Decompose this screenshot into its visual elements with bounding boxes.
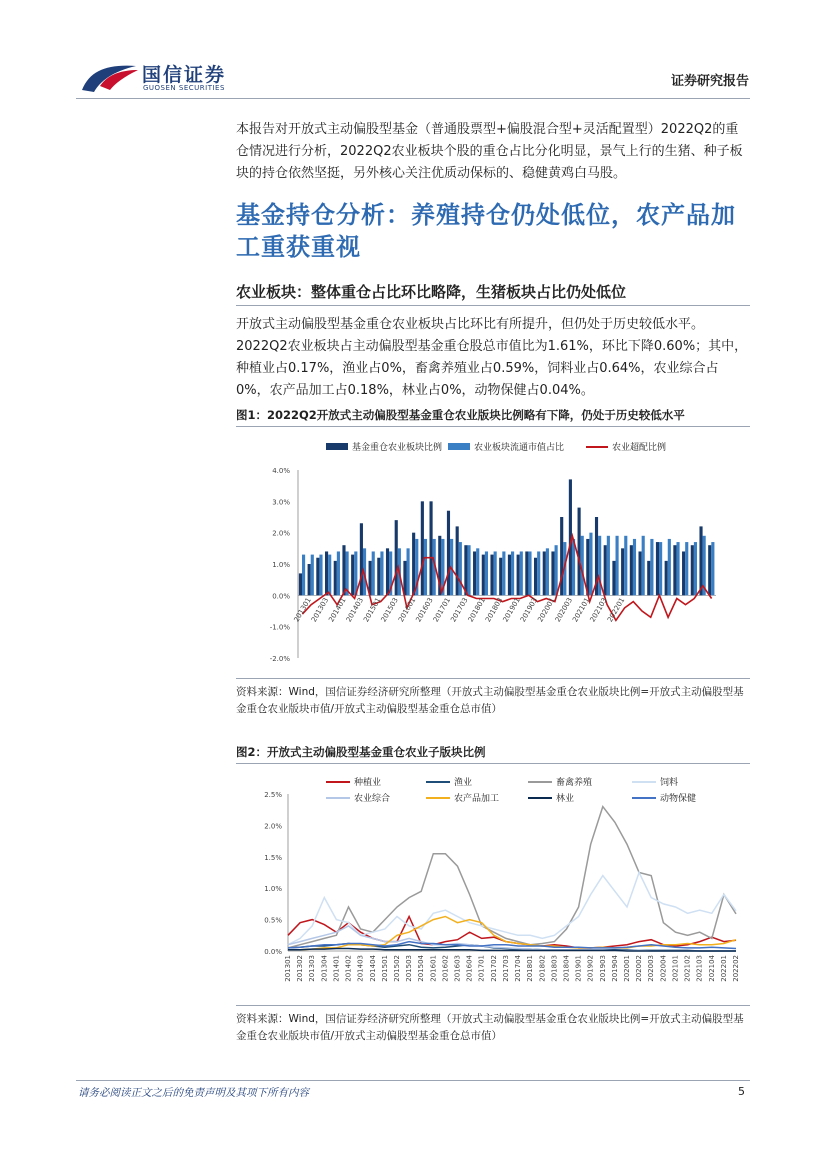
bar-fund-18 [456, 526, 459, 595]
x-tick-label: 201903 [518, 596, 540, 624]
x-tick-label: 202001 [536, 596, 557, 624]
bar-fund-36 [612, 561, 615, 595]
bar-market-27 [537, 551, 540, 595]
x-tick-label: 201803 [484, 596, 505, 624]
bar-fund-17 [447, 511, 450, 596]
x-tick-label: 202103 [588, 596, 609, 624]
footer-disclaimer: 请务必阅读正文之后的免责声明及其项下所有内容 [78, 1087, 309, 1099]
bar-fund-24 [508, 555, 511, 596]
fig1-caption: 图1：2022Q2开放式主动偏股型基金重仓农业版块比例略有下降，仍处于历史较低水平 [236, 408, 685, 422]
bar-fund-15 [429, 501, 432, 595]
bar-market-14 [424, 539, 427, 595]
x-tick-label: 201902 [586, 955, 595, 982]
bar-market-45 [694, 542, 697, 595]
header-divider [76, 98, 750, 99]
y-tick-label: 2.0% [264, 822, 282, 831]
y-tick-label: -2.0% [269, 655, 290, 663]
y-tick-label: 3.0% [272, 498, 290, 507]
bar-fund-20 [473, 551, 476, 595]
bar-market-31 [572, 539, 575, 595]
legend-label-1: 渔业 [454, 778, 473, 788]
x-tick-label: 201702 [489, 955, 498, 982]
bar-fund-11 [395, 520, 398, 595]
y-tick-label: 0.0% [264, 948, 282, 956]
legend-label-5: 农产品加工 [454, 794, 500, 804]
x-tick-label: 201602 [441, 955, 450, 982]
bar-fund-37 [621, 548, 624, 595]
bar-market-4 [337, 551, 340, 595]
legend-swatch-1 [448, 443, 470, 450]
brand-name-cn: 国信证券 [142, 64, 227, 86]
x-tick-label: 201304 [320, 955, 329, 982]
bar-market-3 [328, 555, 331, 596]
x-tick-label: 201504 [417, 955, 426, 982]
legend-label-3: 饲料 [660, 778, 679, 788]
fig1-chart [236, 432, 750, 672]
bar-market-22 [494, 551, 497, 595]
bar-market-1 [311, 555, 314, 596]
series-line-3 [288, 873, 736, 945]
bar-fund-26 [525, 551, 528, 595]
x-tick-label: 201804 [562, 955, 571, 982]
x-tick-label: 201503 [405, 955, 414, 982]
bar-fund-46 [699, 526, 702, 595]
bar-fund-10 [386, 548, 389, 595]
series-line-2 [288, 807, 736, 948]
x-tick-label: 201303 [309, 596, 331, 624]
bar-fund-22 [490, 555, 493, 596]
bar-fund-41 [656, 542, 659, 595]
legend-label-6: 林业 [556, 794, 575, 804]
x-tick-label: 201301 [292, 596, 313, 624]
bar-market-29 [555, 545, 558, 595]
footer-divider [76, 1080, 750, 1081]
y-tick-label: 1.0% [264, 885, 282, 894]
sub-title-divider [236, 305, 750, 306]
bar-market-36 [616, 536, 619, 596]
x-tick-label: 201601 [429, 955, 438, 982]
intro-paragraph: 本报告对开放式主动偏股型基金（普通股票型+偏股混合型+灵活配置型）2022Q2的重仓情况进行分析，2022Q2农业板块个股的重仓占比分化明显，景气上行的生猪、种子板块的持仓依然坚挺，另外核心关注优质动保标的、稳健黄鸡白马股。 [236, 122, 743, 181]
bar-fund-2 [316, 558, 319, 596]
bar-fund-43 [673, 545, 676, 595]
x-tick-label: 202004 [659, 955, 668, 982]
x-tick-label: 202202 [732, 955, 740, 982]
x-tick-label: 201803 [550, 955, 559, 982]
y-tick-label: 1.0% [272, 561, 290, 569]
x-tick-label: 202002 [635, 955, 644, 982]
x-tick-label: 202201 [605, 596, 627, 624]
fig2-chart [236, 768, 750, 1003]
bar-market-41 [659, 542, 662, 595]
legend-label-7: 动物保健 [660, 794, 697, 804]
y-tick-label: 0.5% [264, 916, 282, 925]
bar-fund-25 [517, 555, 520, 596]
x-tick-label: 201603 [414, 596, 435, 624]
x-tick-label: 201703 [449, 596, 470, 624]
x-tick-label: 202001 [623, 955, 632, 982]
bar-market-28 [546, 548, 549, 595]
bar-market-21 [485, 551, 488, 595]
bar-fund-42 [665, 561, 668, 595]
x-tick-label: 201404 [368, 955, 377, 982]
legend-label-1: 农业板块流通市值占比 [474, 443, 565, 453]
x-tick-label: 201502 [392, 955, 401, 982]
bar-market-40 [650, 539, 653, 595]
x-tick-label: 201303 [308, 955, 317, 982]
x-tick-label: 201401 [332, 955, 341, 982]
x-tick-label: 201904 [610, 955, 619, 982]
x-tick-label: 201703 [501, 955, 510, 982]
x-tick-label: 201501 [380, 955, 389, 982]
bar-market-9 [380, 551, 383, 595]
y-tick-label: 1.5% [264, 853, 282, 862]
bar-fund-28 [543, 551, 546, 595]
bar-fund-29 [551, 551, 554, 595]
x-tick-label: 201701 [431, 596, 453, 624]
y-tick-label: 2.0% [272, 529, 290, 538]
legend-label-0: 种植业 [354, 778, 382, 788]
bar-fund-3 [325, 551, 328, 595]
x-tick-label: 201403 [356, 955, 365, 982]
x-tick-label: 202003 [553, 596, 575, 624]
legend-label-2: 畜禽养殖 [556, 778, 593, 788]
bar-fund-32 [578, 508, 581, 596]
bar-fund-0 [299, 573, 302, 595]
bar-fund-38 [630, 545, 633, 595]
bar-market-2 [319, 555, 322, 596]
bar-market-12 [407, 548, 410, 595]
bar-market-44 [685, 542, 688, 595]
x-tick-label: 201402 [344, 955, 353, 982]
bar-market-18 [459, 542, 462, 595]
x-tick-label: 202003 [647, 955, 656, 982]
brand-name-en: GUOSEN SECURITIES [143, 84, 225, 92]
bar-market-42 [668, 539, 671, 595]
bar-fund-5 [342, 545, 345, 595]
legend-label-2: 农业超配比例 [612, 443, 667, 453]
bar-fund-14 [421, 501, 424, 595]
legend-label-4: 农业综合 [354, 794, 391, 804]
bar-fund-45 [691, 545, 694, 595]
x-tick-label: 201401 [327, 596, 348, 624]
fig1-source: 资料来源：Wind，国信证券经济研究所整理（开放式主动偏股型基金重仓农业版块比例=开放式主动偏股型基金重仓农业版块市值/开放式主动偏股型基金重仓总市值） [236, 686, 744, 715]
bar-market-19 [467, 545, 470, 595]
body-paragraph: 开放式主动偏股型基金重仓农业板块占比环比有所提升，但仍处于历史较低水平。2022Q2农业板块占主动偏股型基金重仓股总市值比为1.61%，环比下降0.60%；其中，种植业占0.17%，渔业占0%，畜禽养殖业占0.59%，饲料业占0.64%，农业综合占0%，农产品加工占0.18%，林业占0%，动物保健占0.04%。 [236, 317, 748, 398]
y-tick-label: -1.0% [269, 623, 290, 632]
y-tick-label: 4.0% [272, 467, 290, 475]
bar-market-33 [589, 533, 592, 596]
fig1-caption-divider [236, 426, 750, 427]
bar-market-47 [711, 542, 714, 595]
bar-market-0 [302, 555, 305, 596]
x-tick-label: 202201 [719, 955, 728, 982]
bar-fund-21 [482, 555, 485, 596]
bar-market-26 [528, 551, 531, 595]
x-tick-label: 201903 [598, 955, 607, 982]
bar-fund-40 [647, 561, 650, 595]
x-tick-label: 201603 [453, 955, 462, 982]
x-tick-label: 201801 [526, 955, 535, 982]
bar-fund-35 [604, 545, 607, 595]
bar-market-39 [642, 536, 645, 596]
bar-fund-47 [708, 545, 711, 595]
y-tick-label: 0.0% [272, 592, 290, 601]
x-tick-label: 202104 [707, 955, 716, 982]
x-tick-label: 201501 [362, 596, 383, 624]
bar-fund-9 [377, 558, 380, 596]
x-tick-label: 202102 [683, 955, 692, 982]
bar-market-24 [511, 551, 514, 595]
bar-fund-39 [638, 551, 641, 595]
bar-market-35 [607, 536, 610, 596]
bar-fund-6 [351, 555, 354, 596]
x-tick-label: 201901 [501, 596, 522, 624]
x-tick-label: 201302 [296, 955, 305, 982]
bar-market-8 [372, 551, 375, 595]
section-title: 基金持仓分析：养殖持仓仍处低位，农产品加工重获重视 [236, 201, 736, 261]
x-tick-label: 201503 [379, 596, 400, 624]
bar-fund-23 [499, 558, 502, 596]
bar-market-20 [476, 548, 479, 595]
sub-title: 农业板块：整体重仓占比环比略降，生猪板块占比仍处低位 [236, 283, 627, 301]
x-tick-label: 201801 [466, 596, 487, 624]
bar-market-43 [676, 542, 679, 595]
x-tick-label: 201701 [477, 955, 486, 982]
bar-market-38 [633, 539, 636, 595]
bar-fund-44 [682, 551, 685, 595]
bar-fund-13 [412, 533, 415, 596]
x-tick-label: 201601 [396, 596, 418, 624]
bar-fund-1 [308, 564, 311, 595]
x-tick-label: 202103 [695, 955, 704, 982]
bar-market-23 [502, 551, 505, 595]
bar-fund-27 [534, 558, 537, 596]
legend-label-0: 基金重仓农业板块比例 [352, 443, 443, 453]
fig2-caption: 图2：开放式主动偏股型基金重仓农业子版块比例 [236, 745, 486, 759]
y-tick-label: 2.5% [264, 791, 282, 799]
bar-market-37 [624, 536, 627, 596]
x-tick-label: 201802 [538, 955, 547, 982]
bar-fund-19 [464, 545, 467, 595]
page-number: 5 [738, 1085, 745, 1098]
x-tick-label: 202101 [571, 596, 592, 624]
x-tick-label: 201604 [465, 955, 474, 982]
bar-fund-7 [360, 523, 363, 595]
fig1-bottom-divider [236, 678, 750, 679]
x-tick-label: 201301 [284, 955, 292, 982]
fig2-bottom-divider [236, 1005, 750, 1006]
x-tick-label: 202101 [671, 955, 680, 982]
bar-fund-4 [334, 561, 337, 595]
fig2-caption-divider [236, 763, 750, 764]
legend-swatch-0 [326, 443, 348, 450]
x-tick-label: 201704 [514, 955, 523, 982]
x-tick-label: 201403 [344, 596, 366, 624]
x-tick-label: 201901 [574, 955, 583, 982]
fig2-source: 资料来源：Wind，国信证券经济研究所整理（开放式主动偏股型基金重仓农业版块比例=开放式主动偏股型基金重仓农业版块市值/开放式主动偏股型基金重仓总市值） [236, 1013, 744, 1042]
document-type: 证券研究报告 [670, 74, 749, 89]
bar-market-25 [520, 551, 523, 595]
